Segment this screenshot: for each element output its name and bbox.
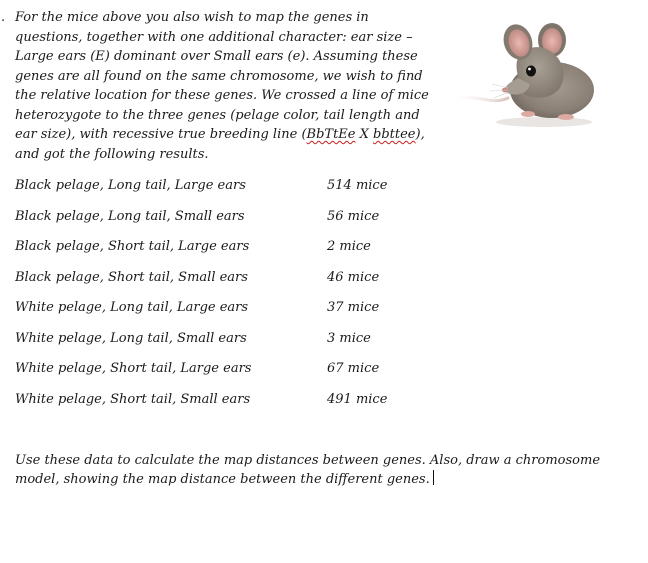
result-row (15, 176, 435, 207)
result-row (15, 268, 435, 299)
mouse-photo (448, 14, 600, 132)
phenotype-label: Black pelage, Long tail, Small ears (15, 208, 245, 224)
mouse-count: 491 mice (327, 391, 388, 407)
result-row (15, 237, 435, 268)
text-cursor (433, 470, 434, 485)
question-text-after: ), and got the following results. (15, 127, 425, 162)
phenotype-label: Black pelage, Short tail, Small ears (15, 269, 248, 285)
mouse-count: 56 mice (327, 208, 380, 224)
phenotype-label: White pelage, Short tail, Small ears (15, 391, 251, 407)
phenotype-label: White pelage, Short tail, Large ears (15, 361, 252, 376)
genotype-recessive: bbttee (373, 127, 416, 142)
mouse-count: 37 mice (327, 300, 380, 315)
result-row (15, 207, 435, 238)
result-row (15, 359, 435, 390)
phenotype-label: Black pelage, Long tail, Large ears (15, 178, 246, 193)
genotype-heterozygote: BbTtEe (306, 127, 356, 142)
phenotype-label: White pelage, Long tail, Large ears (15, 300, 249, 315)
results-list (15, 176, 435, 420)
phenotype-label: Black pelage, Short tail, Large ears (15, 239, 250, 254)
result-row (15, 298, 435, 329)
instruction-paragraph[interactable] (15, 451, 605, 489)
mouse-count: 514 mice (327, 178, 388, 193)
question-paragraph[interactable] (15, 8, 429, 164)
question-text-mid: X (355, 127, 374, 142)
mouse-count: 2 mice (327, 239, 371, 254)
result-row (15, 390, 435, 421)
mouse-count: 3 mice (327, 330, 371, 346)
list-marker: . (1, 10, 6, 25)
result-row (15, 329, 435, 360)
question-text-before: For the mice above you also wish to map the genes in questions, together with one additional character: ear size – Large ears (E) dominant over Small ears (e). Assuming these genes are all found on the same chromosome, we wish to find the relative location for these genes. We crossed a line of mice heterozygote to the three genes (pelage color, tail length and ear size), with recessive true breeding line ( (15, 10, 429, 142)
phenotype-label: White pelage, Long tail, Small ears (15, 330, 247, 346)
mouse-count: 46 mice (327, 269, 380, 285)
instruction-text: Use these data to calculate the map distances between genes. Also, draw a chromosome model, showing the map distance between the different genes. (15, 453, 601, 487)
mouse-count: 67 mice (327, 361, 380, 376)
